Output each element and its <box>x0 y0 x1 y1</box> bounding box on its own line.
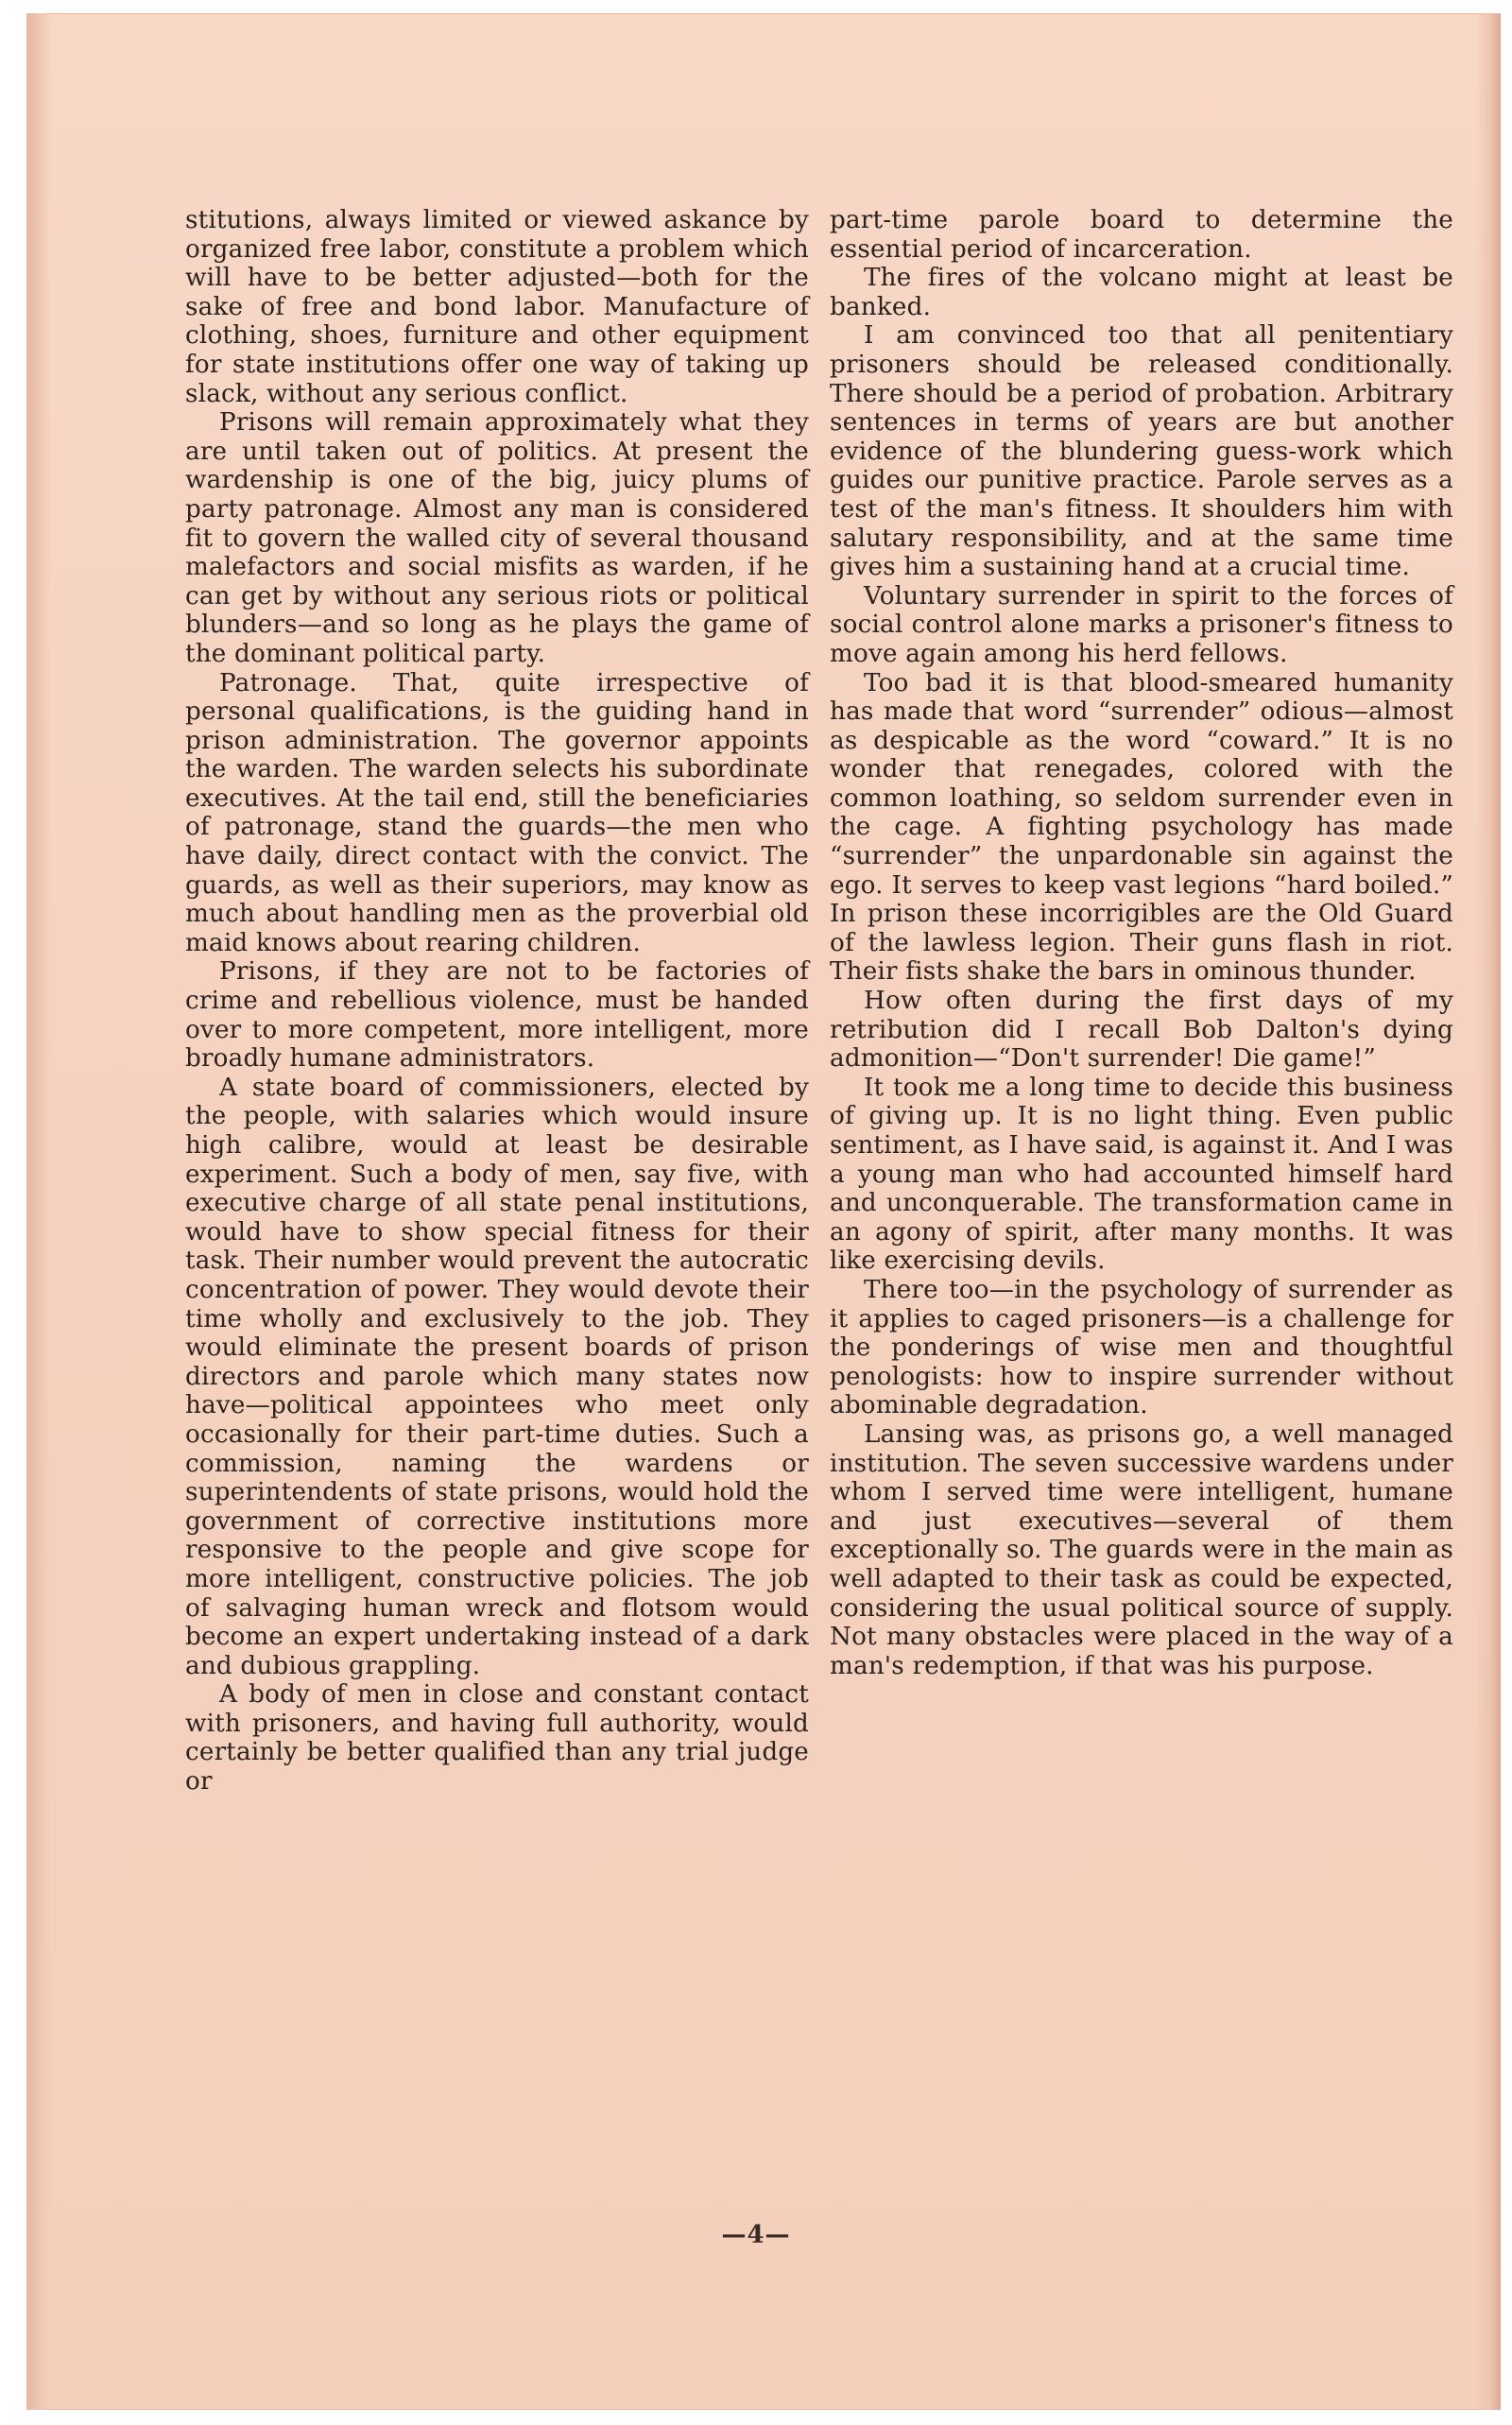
paragraph: Prisons will remain approximately what they are until taken out of politics. At present the wardenship is one of the big, juicy plums of party patronage. Almost any man is considered fit to govern the walled city of several thousand malefactors and social misfits as warden, if he can get by without any serious riots or political blunders—and so long as he plays the game of the dominant political party. <box>185 408 809 668</box>
paper-right-edge <box>1476 13 1501 2410</box>
left-text-column <box>185 206 809 1797</box>
paragraph: Too bad it is that blood-smeared humanity has made that word “surrender” odious—almost as despicable as the word “coward.” It is no wonder that renegades, colored with the common loathing, so seldom surrender even in the cage. A fighting psychology has made “surrender” the unpardonable sin against the ego. It serves to keep vast legions “hard boiled.” In prison these incorrigibles are the Old Guard of the lawless legion. Their guns flash in riot. Their fists shake the bars in ominous thunder. <box>830 668 1453 987</box>
right-text-column <box>830 206 1453 1680</box>
paragraph: There too—in the psychology of surrender as it applies to caged prisoners—is a challenge for the ponderings of wise men and thoughtful penologists: how to inspire surrender without abominable degradation. <box>830 1275 1453 1420</box>
paragraph: Voluntary surrender in spirit to the forces of social control alone marks a prisoner's fitness to move again among his herd fellows. <box>830 581 1453 668</box>
paragraph: The fires of the volcano might at least be banked. <box>830 264 1453 321</box>
paragraph: It took me a long time to decide this business of giving up. It is no light thing. Even public sentiment, as I have said, is against it. And I was a young man who had accounted himself hard and unconquerable. The transformation came in an agony of spirit, after many months. It was like exercising devils. <box>830 1073 1453 1276</box>
page-number: —4— <box>721 2221 791 2249</box>
paragraph: A state board of commissioners, elected by the people, with salaries which would insure high calibre, would at least be desirable experiment. Such a body of men, say five, with executive charge of all state penal institutions, would have to show special fitness for their task. Their number would prevent the autocratic concentration of power. They would devote their time wholly and exclusively to the job. They would eliminate the present boards of prison directors and parole which many states now have—political appointees who meet only occasionally for their part-time duties. Such a commission, naming the wardens or superintendents of state prisons, would hold the government of corrective institutions more responsive to the people and give scope for more intelligent, constructive policies. The job of salvaging human wreck and flotsom would become an expert undertaking instead of a dark and dubious grappling. <box>185 1073 809 1680</box>
paper-left-edge <box>26 13 51 2410</box>
paragraph: part-time parole board to determine the essential period of incarceration. <box>830 206 1453 264</box>
paragraph: How often during the first days of my retribution did I recall Bob Dalton's dying admonition—“Don't surrender! Die game!” <box>830 987 1453 1074</box>
paragraph: Prisons, if they are not to be factories of crime and rebellious violence, must be handed over to more competent, more intelligent, more broadly humane administrators. <box>185 957 809 1074</box>
paragraph: stitutions, always limited or viewed askance by organized free labor, constitute a problem which will have to be better adjusted—both for the sake of free and bond labor. Manufacture of clothing, shoes, furniture and other equipment for state institutions offer one way of taking up slack, without any serious conflict. <box>185 206 809 408</box>
paragraph: Lansing was, as prisons go, a well managed institution. The seven successive wardens under whom I served time were intelligent, humane and just executives—several of them exceptionally so. The guards were in the main as well adapted to their task as could be expected, considering the usual political source of supply. Not many obstacles were placed in the way of a man's redemption, if that was his purpose. <box>830 1419 1453 1680</box>
paragraph: I am convinced too that all penitentiary prisoners should be released conditionally. There should be a period of probation. Arbitrary sentences in terms of years are but another evidence of the blundering guess-work which guides our punitive practice. Parole serves as a test of the man's fitness. It shoulders him with salutary responsibility, and at the same time gives him a sustaining hand at a crucial time. <box>830 321 1453 582</box>
paragraph: A body of men in close and constant contact with prisoners, and having full authority, would certainly be better qualified than any trial judge or <box>185 1680 809 1797</box>
paragraph: Patronage. That, quite irrespective of personal qualifications, is the guiding hand in prison administration. The governor appoints the warden. The warden selects his subordinate executives. At the tail end, still the beneficiaries of patronage, stand the guards—the men who have daily, direct contact with the convict. The guards, as well as their superiors, may know as much about handling men as the proverbial old maid knows about rearing children. <box>185 668 809 957</box>
